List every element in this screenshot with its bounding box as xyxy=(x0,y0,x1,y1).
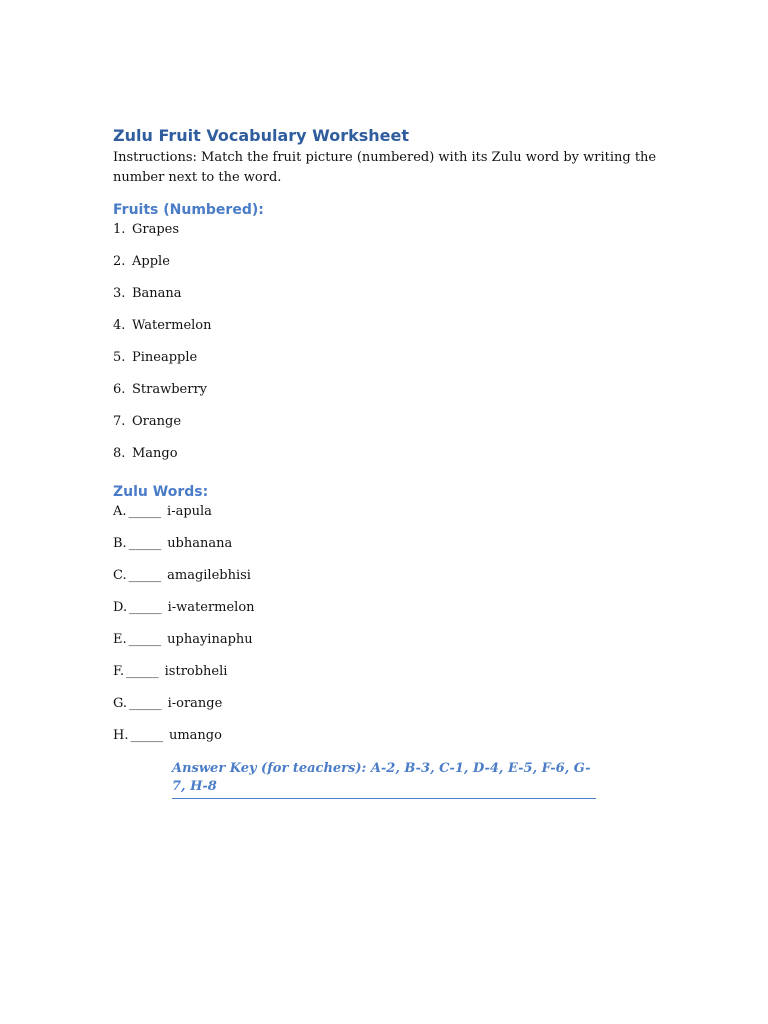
zulu-word: i-watermelon xyxy=(167,600,255,615)
fruit-number: 4. xyxy=(113,318,126,333)
zulu-word: i-orange xyxy=(167,696,223,711)
fruit-name: Strawberry xyxy=(132,382,208,397)
list-item xyxy=(113,696,673,728)
word-letter: G. xyxy=(113,696,128,711)
word-letter: E. xyxy=(113,632,127,647)
fruit-number: 8. xyxy=(113,446,126,461)
zulu-word: i-apula xyxy=(167,504,212,519)
list-item xyxy=(113,664,673,696)
worksheet-title: Zulu Fruit Vocabulary Worksheet xyxy=(113,126,409,145)
answer-blank: _____ xyxy=(129,696,162,711)
fruit-name: Orange xyxy=(132,414,182,429)
word-letter: A. xyxy=(113,504,127,519)
answer-blank: _____ xyxy=(126,664,159,679)
fruit-number: 1. xyxy=(113,222,126,237)
list-item xyxy=(113,504,673,536)
list-item xyxy=(113,318,673,350)
answer-blank: _____ xyxy=(130,728,163,743)
fruit-name: Grapes xyxy=(132,222,180,237)
list-item xyxy=(113,600,673,632)
answer-blank: _____ xyxy=(128,632,162,647)
fruit-number: 5. xyxy=(113,350,126,365)
fruit-number: 7. xyxy=(113,414,126,429)
fruit-name: Mango xyxy=(132,446,178,461)
zulu-words-heading: Zulu Words: xyxy=(113,484,209,500)
word-letter: D. xyxy=(113,600,128,615)
word-letter: C. xyxy=(113,568,127,583)
worksheet-page xyxy=(113,124,673,794)
answer-blank: _____ xyxy=(128,568,162,583)
fruit-name: Apple xyxy=(132,254,170,269)
list-item xyxy=(113,350,673,382)
fruit-number: 3. xyxy=(113,286,126,301)
word-letter: B. xyxy=(113,536,127,551)
list-item xyxy=(113,536,673,568)
fruit-number: 2. xyxy=(113,254,126,269)
list-item xyxy=(113,254,673,286)
list-item xyxy=(113,446,673,478)
zulu-word: uphayinaphu xyxy=(167,632,253,647)
list-item xyxy=(113,286,673,318)
fruit-number: 6. xyxy=(113,382,126,397)
instructions-text: Instructions: Match the fruit picture (numbered) with its Zulu word by writing the number next to the word. xyxy=(113,150,657,185)
word-letter: F. xyxy=(113,664,125,679)
word-letter: H. xyxy=(113,728,129,743)
fruit-name: Pineapple xyxy=(132,350,198,365)
list-item xyxy=(113,728,673,760)
fruits-heading: Fruits (Numbered): xyxy=(113,202,264,218)
zulu-word: istrobheli xyxy=(164,664,228,679)
answer-blank: _____ xyxy=(128,536,162,551)
answer-key: Answer Key (for teachers): A-2, B-3, C-1, D-4, E-5, F-6, G-7, H-8 xyxy=(172,760,596,799)
zulu-word-list xyxy=(113,504,673,760)
list-item xyxy=(113,568,673,600)
answer-blank: _____ xyxy=(129,600,162,615)
list-item xyxy=(113,414,673,446)
answer-blank: _____ xyxy=(128,504,162,519)
list-item xyxy=(113,382,673,414)
zulu-word: umango xyxy=(168,728,222,743)
fruit-name: Watermelon xyxy=(132,318,212,333)
zulu-word: ubhanana xyxy=(167,536,233,551)
fruit-name: Banana xyxy=(132,286,182,301)
list-item xyxy=(113,222,673,254)
list-item xyxy=(113,632,673,664)
fruit-list xyxy=(113,222,673,478)
zulu-word: amagilebhisi xyxy=(167,568,251,583)
